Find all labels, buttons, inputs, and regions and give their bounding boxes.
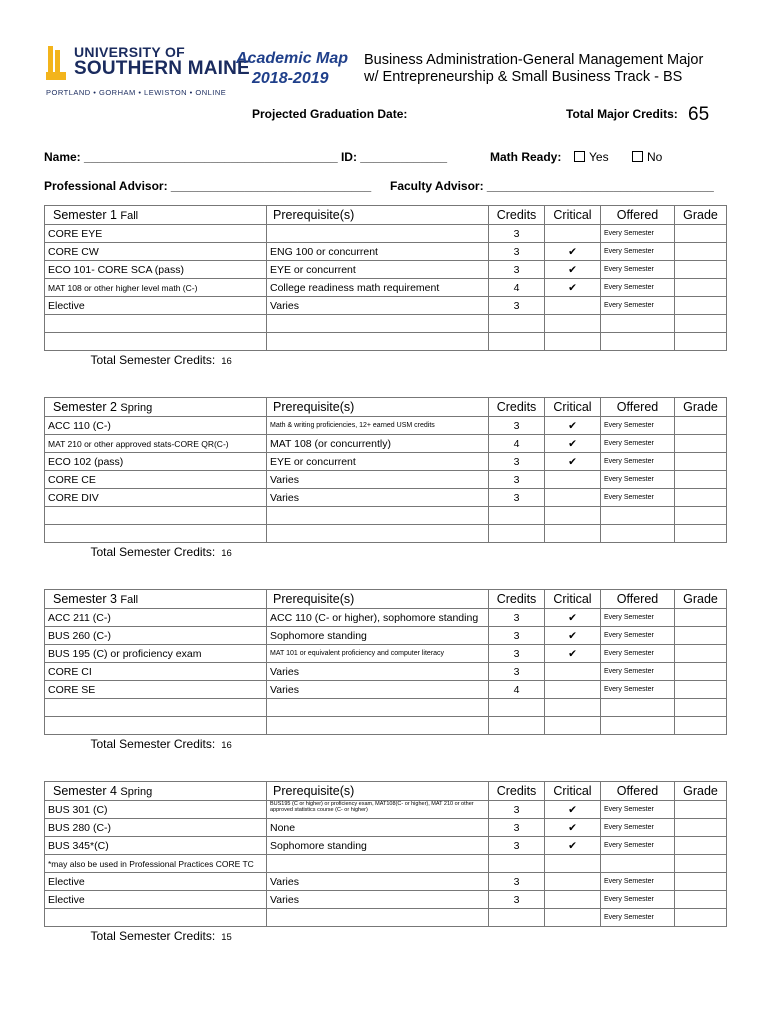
semester-header-row: [45, 206, 727, 225]
critical-header: Critical: [545, 782, 601, 801]
course-row: [45, 699, 727, 717]
semester-label: Semester 4: [53, 784, 121, 798]
prerequisite: [267, 699, 489, 717]
offered-value: Every Semester: [601, 435, 675, 453]
course-row: [45, 855, 727, 873]
no-label: No: [647, 150, 663, 164]
credits-header: Credits: [489, 398, 545, 417]
credits-value: 3: [489, 453, 545, 471]
offered-value: Every Semester: [601, 609, 675, 627]
prerequisite: [267, 333, 489, 351]
course-name: BUS 280 (C-): [45, 819, 267, 837]
critical-mark: ✔: [545, 435, 601, 453]
offered-value: Every Semester: [601, 645, 675, 663]
prerequisite: EYE or concurrent: [267, 261, 489, 279]
offered-header: Offered: [601, 782, 675, 801]
prerequisite: Varies: [267, 297, 489, 315]
semester-title: [45, 590, 267, 609]
offered-value: [601, 717, 675, 735]
course-row: [45, 873, 727, 891]
course-name: [45, 525, 267, 543]
grade-cell[interactable]: [675, 243, 727, 261]
total-major-credits-label: Total Major Credits:: [566, 107, 678, 121]
grade-cell[interactable]: [675, 225, 727, 243]
credits-value: 3: [489, 873, 545, 891]
prerequisite: Varies: [267, 489, 489, 507]
grade-cell[interactable]: [675, 489, 727, 507]
prerequisite: Sophomore standing: [267, 627, 489, 645]
course-name: Elective: [45, 891, 267, 909]
semester-label: Semester 3: [53, 592, 121, 606]
critical-mark: [545, 333, 601, 351]
credits-value: 3: [489, 471, 545, 489]
course-name: [45, 717, 267, 735]
credits-value: 3: [489, 819, 545, 837]
offered-value: Every Semester: [601, 243, 675, 261]
credits-value: [489, 855, 545, 873]
total-label: Total Semester Credits:: [90, 736, 216, 751]
credits-value: 3: [489, 261, 545, 279]
course-name: CORE CI: [45, 663, 267, 681]
credits-value: [489, 699, 545, 717]
credits-value: 3: [489, 609, 545, 627]
math-ready-yes[interactable]: [574, 150, 609, 164]
course-name: ACC 110 (C-): [45, 417, 267, 435]
offered-value: Every Semester: [601, 663, 675, 681]
prerequisite: [267, 507, 489, 525]
grade-cell[interactable]: [675, 417, 727, 435]
semester-label: Semester 1: [53, 208, 121, 222]
prerequisite: BUS195 (C or higher) or proficiency exam, MAT108(C- or higher), MAT 210 or other approved statistics course (C- or higher): [267, 801, 489, 819]
credits-value: [489, 909, 545, 927]
course-row: [45, 279, 727, 297]
offered-value: [601, 507, 675, 525]
critical-mark: ✔: [545, 801, 601, 819]
course-name: Elective: [45, 297, 267, 315]
offered-value: Every Semester: [601, 627, 675, 645]
offered-value: Every Semester: [601, 417, 675, 435]
course-name: MAT 210 or other approved stats-CORE QR(C-): [45, 435, 267, 453]
academic-map-title: Academic Map: [236, 50, 349, 67]
offered-value: Every Semester: [601, 891, 675, 909]
semester-4-table: [44, 781, 727, 944]
total-credits-value: 16: [221, 355, 232, 367]
total-credits-value: 16: [221, 739, 232, 751]
prerequisite: None: [267, 819, 489, 837]
prerequisite: [267, 525, 489, 543]
critical-mark: [545, 855, 601, 873]
total-row: [45, 927, 727, 945]
semester-term: Spring: [120, 786, 153, 798]
logo-line-2: SOUTHERN MAINE: [74, 58, 250, 79]
total-semester-credits: [45, 927, 267, 945]
prerequisite: Math & writing proficiencies, 12+ earned USM credits: [267, 417, 489, 435]
critical-mark: ✔: [545, 417, 601, 435]
logo-line-1: UNIVERSITY OF: [74, 44, 185, 60]
prerequisite: College readiness math requirement: [267, 279, 489, 297]
course-row: [45, 681, 727, 699]
major-title-line-2: w/ Entrepreneurship & Small Business Track - BS: [364, 69, 683, 85]
grade-cell[interactable]: [675, 891, 727, 909]
course-row: [45, 417, 727, 435]
credits-value: 3: [489, 645, 545, 663]
credits-value: 3: [489, 243, 545, 261]
grade-header: Grade: [675, 590, 727, 609]
credits-value: [489, 525, 545, 543]
total-semester-credits: [45, 543, 267, 561]
course-name: [45, 315, 267, 333]
course-name: BUS 195 (C) or proficiency exam: [45, 645, 267, 663]
offered-value: Every Semester: [601, 837, 675, 855]
semester-title: [45, 782, 267, 801]
grade-cell[interactable]: [675, 453, 727, 471]
offered-value: Every Semester: [601, 909, 675, 927]
grade-cell[interactable]: [675, 507, 727, 525]
offered-value: [601, 855, 675, 873]
total-semester-credits: [45, 735, 267, 753]
course-row: [45, 471, 727, 489]
credits-value: [489, 507, 545, 525]
course-name: BUS 301 (C): [45, 801, 267, 819]
semester-header-row: [45, 590, 727, 609]
critical-header: Critical: [545, 590, 601, 609]
credits-value: 4: [489, 279, 545, 297]
offered-value: [601, 333, 675, 351]
total-row-spacer: [267, 735, 727, 753]
prerequisite: [267, 855, 489, 873]
course-row: [45, 315, 727, 333]
course-name: CORE SE: [45, 681, 267, 699]
course-name: ACC 211 (C-): [45, 609, 267, 627]
course-name: CORE CE: [45, 471, 267, 489]
credits-header: Credits: [489, 590, 545, 609]
grade-header: Grade: [675, 782, 727, 801]
critical-mark: ✔: [545, 243, 601, 261]
course-name: ECO 102 (pass): [45, 453, 267, 471]
semester-term: Fall: [120, 594, 139, 606]
offered-value: Every Semester: [601, 453, 675, 471]
offered-value: Every Semester: [601, 225, 675, 243]
total-label: Total Semester Credits:: [90, 544, 216, 559]
prereq-header: Prerequisite(s): [267, 590, 489, 609]
course-row: [45, 261, 727, 279]
critical-mark: [545, 681, 601, 699]
grade-cell[interactable]: [675, 315, 727, 333]
course-name: [45, 699, 267, 717]
math-ready-no[interactable]: [632, 150, 662, 164]
grade-cell[interactable]: [675, 801, 727, 819]
grade-cell[interactable]: [675, 279, 727, 297]
critical-mark: ✔: [545, 609, 601, 627]
grade-cell[interactable]: [675, 297, 727, 315]
course-row: [45, 837, 727, 855]
course-row: [45, 225, 727, 243]
course-row: [45, 453, 727, 471]
course-name: CORE CW: [45, 243, 267, 261]
grade-cell[interactable]: [675, 873, 727, 891]
offered-value: Every Semester: [601, 471, 675, 489]
course-row: [45, 297, 727, 315]
course-name: [45, 909, 267, 927]
name-id-field[interactable]: Name: ______________________________________ ID: _____________: [44, 150, 448, 164]
offered-header: Offered: [601, 206, 675, 225]
major-title-line-1: Business Administration-General Management Major: [364, 52, 704, 68]
credits-header: Credits: [489, 206, 545, 225]
credits-value: 3: [489, 627, 545, 645]
grade-cell[interactable]: [675, 837, 727, 855]
critical-mark: [545, 507, 601, 525]
grade-cell[interactable]: [675, 333, 727, 351]
grade-cell[interactable]: [675, 699, 727, 717]
prerequisite: Varies: [267, 873, 489, 891]
prerequisite: MAT 108 (or concurrently): [267, 435, 489, 453]
math-ready-label: Math Ready:: [490, 150, 562, 164]
grade-header: Grade: [675, 206, 727, 225]
projected-graduation-label: Projected Graduation Date:: [252, 107, 408, 121]
total-row: [45, 543, 727, 561]
prerequisite: Sophomore standing: [267, 837, 489, 855]
prerequisite: Varies: [267, 681, 489, 699]
offered-header: Offered: [601, 398, 675, 417]
critical-mark: [545, 717, 601, 735]
offered-header: Offered: [601, 590, 675, 609]
grade-cell[interactable]: [675, 717, 727, 735]
critical-mark: [545, 297, 601, 315]
credits-value: 3: [489, 417, 545, 435]
semester-1-table: [44, 205, 727, 368]
credits-value: [489, 333, 545, 351]
semester-header-row: [45, 398, 727, 417]
total-row-spacer: [267, 543, 727, 561]
grade-header: Grade: [675, 398, 727, 417]
course-row: [45, 627, 727, 645]
credits-value: 3: [489, 663, 545, 681]
semester-3-table: [44, 589, 727, 752]
semester-term: Spring: [120, 402, 153, 414]
prereq-header: Prerequisite(s): [267, 782, 489, 801]
yes-checkbox[interactable]: [574, 151, 585, 162]
credits-value: [489, 315, 545, 333]
offered-value: Every Semester: [601, 681, 675, 699]
grade-cell[interactable]: [675, 525, 727, 543]
prerequisite: [267, 717, 489, 735]
critical-mark: [545, 315, 601, 333]
faculty-advisor-field[interactable]: Faculty Advisor: __________________________________: [390, 179, 714, 193]
offered-value: Every Semester: [601, 489, 675, 507]
critical-mark: [545, 699, 601, 717]
offered-value: [601, 525, 675, 543]
course-row: [45, 909, 727, 927]
prerequisite: [267, 315, 489, 333]
total-row-spacer: [267, 927, 727, 945]
critical-mark: [545, 471, 601, 489]
critical-mark: ✔: [545, 261, 601, 279]
semester-title: [45, 398, 267, 417]
prerequisite: [267, 909, 489, 927]
grade-cell[interactable]: [675, 627, 727, 645]
prerequisite: ENG 100 or concurrent: [267, 243, 489, 261]
course-row: [45, 609, 727, 627]
offered-value: Every Semester: [601, 819, 675, 837]
offered-value: Every Semester: [601, 279, 675, 297]
course-name: CORE EYE: [45, 225, 267, 243]
course-name: *may also be used in Professional Practices CORE TC: [45, 855, 267, 873]
course-row: [45, 243, 727, 261]
course-name: BUS 260 (C-): [45, 627, 267, 645]
prereq-header: Prerequisite(s): [267, 398, 489, 417]
semester-term: Fall: [120, 210, 139, 222]
course-row: [45, 819, 727, 837]
course-name: [45, 333, 267, 351]
prereq-header: Prerequisite(s): [267, 206, 489, 225]
offered-value: Every Semester: [601, 801, 675, 819]
prerequisite: ACC 110 (C- or higher), sophomore standing: [267, 609, 489, 627]
course-row: [45, 801, 727, 819]
critical-mark: [545, 891, 601, 909]
grade-cell[interactable]: [675, 609, 727, 627]
prerequisite: Varies: [267, 891, 489, 909]
course-name: ECO 101- CORE SCA (pass): [45, 261, 267, 279]
total-credits-value: 15: [221, 931, 232, 943]
credits-value: 3: [489, 489, 545, 507]
prerequisite: [267, 225, 489, 243]
critical-mark: [545, 909, 601, 927]
credits-header: Credits: [489, 782, 545, 801]
grade-cell[interactable]: [675, 855, 727, 873]
logo-campuses: PORTLAND • GORHAM • LEWISTON • ONLINE: [46, 88, 227, 97]
total-label: Total Semester Credits:: [90, 928, 216, 943]
critical-header: Critical: [545, 206, 601, 225]
university-logo-icon: [46, 46, 66, 80]
no-checkbox[interactable]: [632, 151, 643, 162]
course-name: BUS 345*(C): [45, 837, 267, 855]
course-row: [45, 645, 727, 663]
total-row-spacer: [267, 351, 727, 369]
offered-value: [601, 315, 675, 333]
course-name: CORE DIV: [45, 489, 267, 507]
grade-cell[interactable]: [675, 261, 727, 279]
semester-label: Semester 2: [53, 400, 121, 414]
course-name: Elective: [45, 873, 267, 891]
semester-header-row: [45, 782, 727, 801]
credits-value: 3: [489, 225, 545, 243]
credits-value: 3: [489, 297, 545, 315]
total-row: [45, 351, 727, 369]
course-row: [45, 489, 727, 507]
total-row: [45, 735, 727, 753]
offered-value: Every Semester: [601, 297, 675, 315]
yes-label: Yes: [589, 150, 609, 164]
critical-mark: [545, 489, 601, 507]
critical-mark: ✔: [545, 279, 601, 297]
course-row: [45, 435, 727, 453]
grade-cell[interactable]: [675, 471, 727, 489]
total-label: Total Semester Credits:: [90, 352, 216, 367]
total-major-credits-value: 65: [688, 104, 710, 125]
critical-mark: ✔: [545, 645, 601, 663]
critical-mark: [545, 525, 601, 543]
course-name: MAT 108 or other higher level math (C-): [45, 279, 267, 297]
course-row: [45, 717, 727, 735]
prerequisite: Varies: [267, 663, 489, 681]
semester-2-table: [44, 397, 727, 560]
prerequisite: MAT 101 or equivalent proficiency and computer literacy: [267, 645, 489, 663]
prerequisite: EYE or concurrent: [267, 453, 489, 471]
critical-mark: [545, 663, 601, 681]
total-credits-value: 16: [221, 547, 232, 559]
critical-mark: [545, 873, 601, 891]
course-row: [45, 663, 727, 681]
grade-cell[interactable]: [675, 645, 727, 663]
offered-value: [601, 699, 675, 717]
critical-mark: ✔: [545, 627, 601, 645]
course-row: [45, 333, 727, 351]
critical-mark: ✔: [545, 453, 601, 471]
total-semester-credits: [45, 351, 267, 369]
credits-value: 3: [489, 837, 545, 855]
grade-cell[interactable]: [675, 909, 727, 927]
course-row: [45, 891, 727, 909]
course-row: [45, 507, 727, 525]
offered-value: Every Semester: [601, 873, 675, 891]
grade-cell[interactable]: [675, 663, 727, 681]
credits-value: 3: [489, 801, 545, 819]
critical-mark: ✔: [545, 837, 601, 855]
grade-cell[interactable]: [675, 681, 727, 699]
grade-cell[interactable]: [675, 819, 727, 837]
offered-value: Every Semester: [601, 261, 675, 279]
semester-title: [45, 206, 267, 225]
course-name: [45, 507, 267, 525]
critical-mark: ✔: [545, 819, 601, 837]
prerequisite: Varies: [267, 471, 489, 489]
credits-value: 4: [489, 681, 545, 699]
credits-value: 4: [489, 435, 545, 453]
grade-cell[interactable]: [675, 435, 727, 453]
credits-value: 3: [489, 891, 545, 909]
critical-header: Critical: [545, 398, 601, 417]
academic-year: 2018-2019: [252, 70, 329, 87]
critical-mark: [545, 225, 601, 243]
professional-advisor-field[interactable]: Professional Advisor: ______________________________: [44, 179, 372, 193]
course-row: [45, 525, 727, 543]
credits-value: [489, 717, 545, 735]
